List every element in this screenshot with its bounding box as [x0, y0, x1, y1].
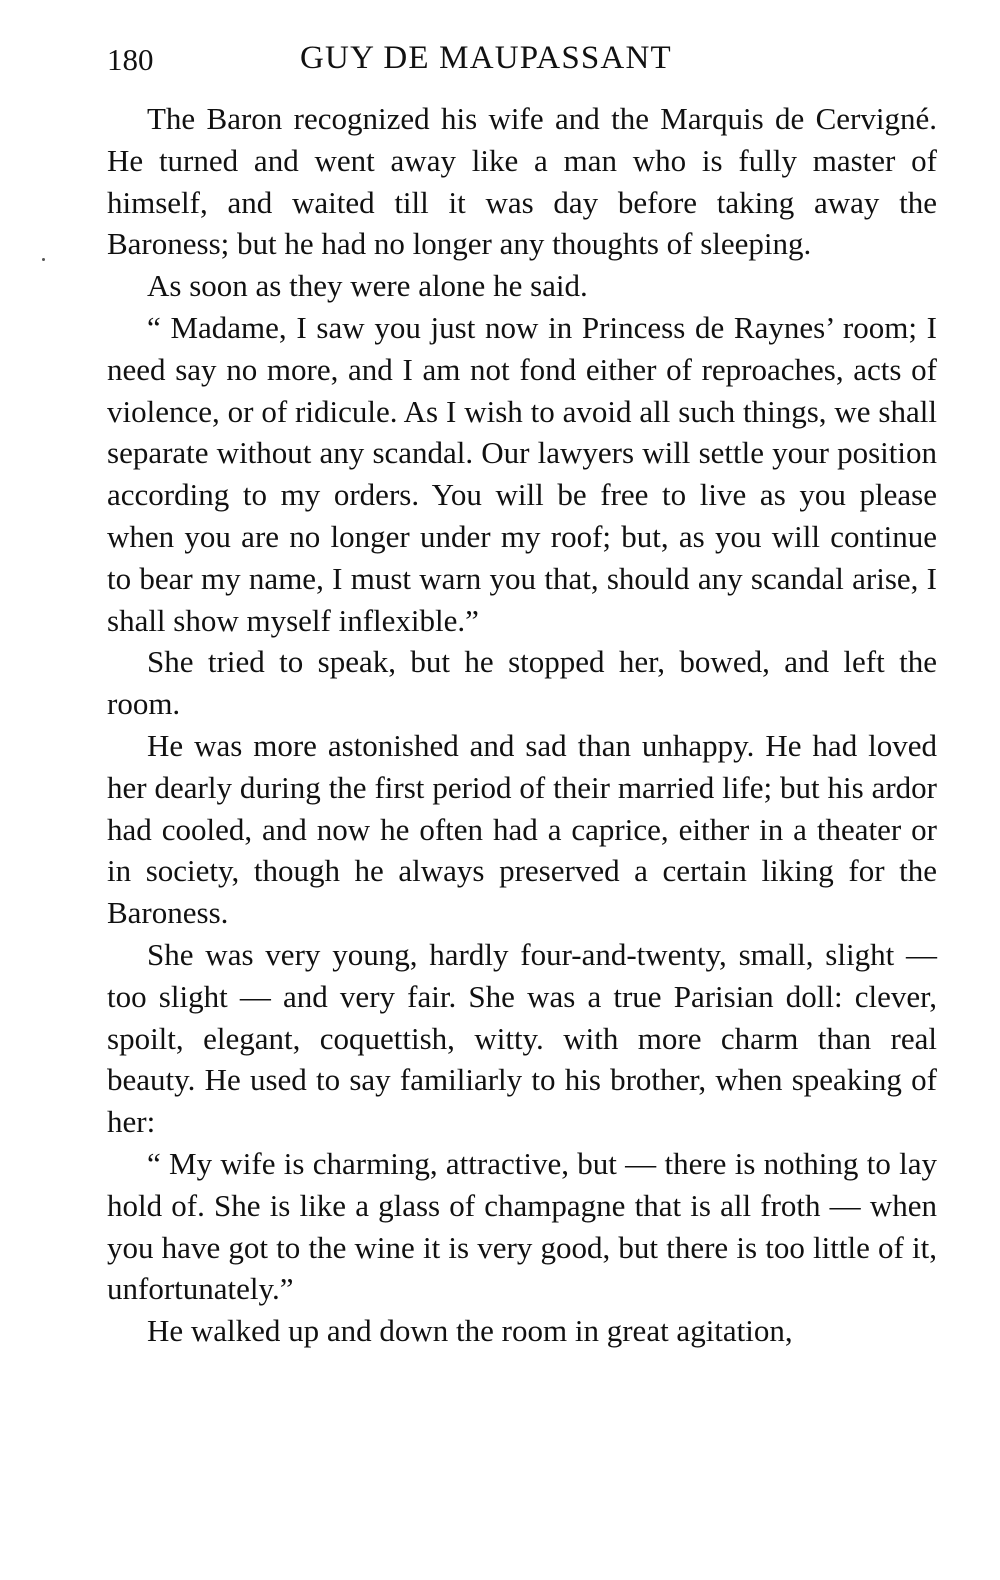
- paragraph-2: As soon as they were alone he said.: [147, 268, 588, 304]
- paragraph-6: She was very young, hardly four-and-twenty, small, slight — too slight — and very fair. She was a true Parisian doll: clever, spoilt, elegant, coquettish, witty. with more charm than real beauty. He used to say familiarly to his brother, when speaking of her:: [107, 936, 937, 1140]
- paragraph-1: The Baron recognized his wife and the Marquis de Cervigné. He turned and went away like a man who is fully master of himself, and waited till it was day before taking away the Baroness; but he had no longer any thoughts of sleeping.: [107, 101, 937, 262]
- paragraph-3: “ Madame, I saw you just now in Princess de Raynes’ room; I need say no more, and I am not fond either of reproaches, acts of violence, or of ridicule. As I wish to avoid all such things, we shall separate without any scandal. Our lawyers will settle your position according to my orders. You will be free to live as you please when you are no longer under my roof; but, as you will continue to bear my name, I must warn you that, should any scandal arise, I shall show myself inflexible.”: [107, 309, 937, 638]
- paragraph-5: He was more astonished and sad than unhappy. He had loved her dearly during the first period of their married life; but his ardor had cooled, and now he often had a caprice, either in a theater or in society, though he always preserved a certain liking for the Baroness.: [107, 727, 937, 931]
- paragraph-4: She tried to speak, but he stopped her, bowed, and left the room.: [107, 644, 937, 722]
- paragraph-7: “ My wife is charming, attractive, but — there is nothing to lay hold of. She is like a glass of champagne that is all froth — when you have got to the wine it is very good, but there is too little of it, unfortunately.”: [107, 1145, 937, 1307]
- running-title: GUY DE MAUPASSANT: [300, 40, 672, 76]
- book-page: [107, 36, 937, 1352]
- running-head: [107, 36, 937, 88]
- body-text: [107, 98, 937, 1352]
- stray-ink-mark: [42, 258, 45, 261]
- page-number: 180: [107, 42, 154, 77]
- paragraph-8: He walked up and down the room in great agitation,: [147, 1313, 793, 1349]
